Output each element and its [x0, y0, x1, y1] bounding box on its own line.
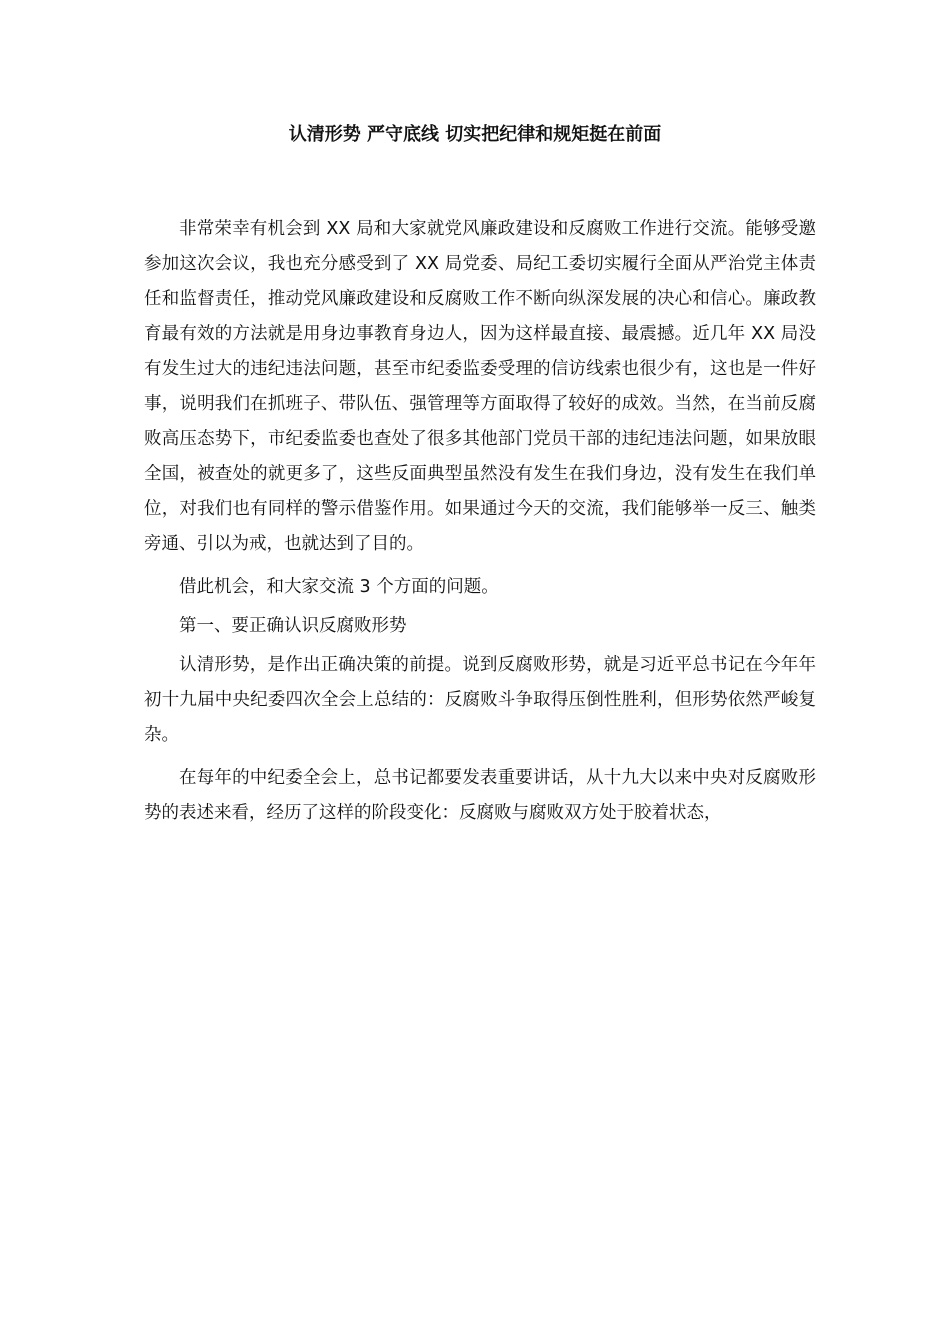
section-heading-first: 第一、要正确认识反腐败形势 — [179, 616, 407, 636]
paragraph-intro: 非常荣幸有机会到 XX 局和大家就党风廉政建设和反腐败工作进行交流。能够受邀参加这次会议，我也充分感受到了 XX 局党委、局纪工委切实履行全面从严治党主体责任和监督责任，推动党风廉政建设和反腐败工作不断向纵深发展的决心和信心。廉政教育最有效的方法就是用身边事教育身边人，因为这样最直接、最震撼。近几年 XX 局没有发生过大的违纪违法问题，甚至市纪委监委受理的信访线索也很少有，这也是一件好事，说明我们在抓班子、带队伍、强管理等方面取得了较好的成效。当然，在当前反腐败高压态势下，市纪委监委也查处了很多其他部门党员干部的违纪违法问题，如果放眼全国，被查处的就更多了，这些反面典型虽然没有发生在我们身边，没有发生在我们单位，对我们也有同样的警示借鉴作用。如果通过今天的交流，我们能够举一反三、触类旁通、引以为戒，也就达到了目的。 — [144, 219, 816, 554]
paragraph-topics: 借此机会，和大家交流 3 个方面的问题。 — [179, 577, 499, 597]
paragraph-stages: 在每年的中纪委全会上，总书记都要发表重要讲话，从十九大以来中央对反腐败形势的表述来看，经历了这样的阶段变化：反腐败与腐败双方处于胶着状态， — [144, 768, 816, 823]
paragraph-situation: 认清形势，是作出正确决策的前提。说到反腐败形势，就是习近平总书记在今年年初十九届中央纪委四次全会上总结的：反腐败斗争取得压倒性胜利，但形势依然严峻复杂。 — [144, 655, 816, 745]
document-body — [144, 212, 816, 831]
document-title: 认清形势 严守底线 切实把纪律和规矩挺在前面 — [288, 124, 662, 145]
